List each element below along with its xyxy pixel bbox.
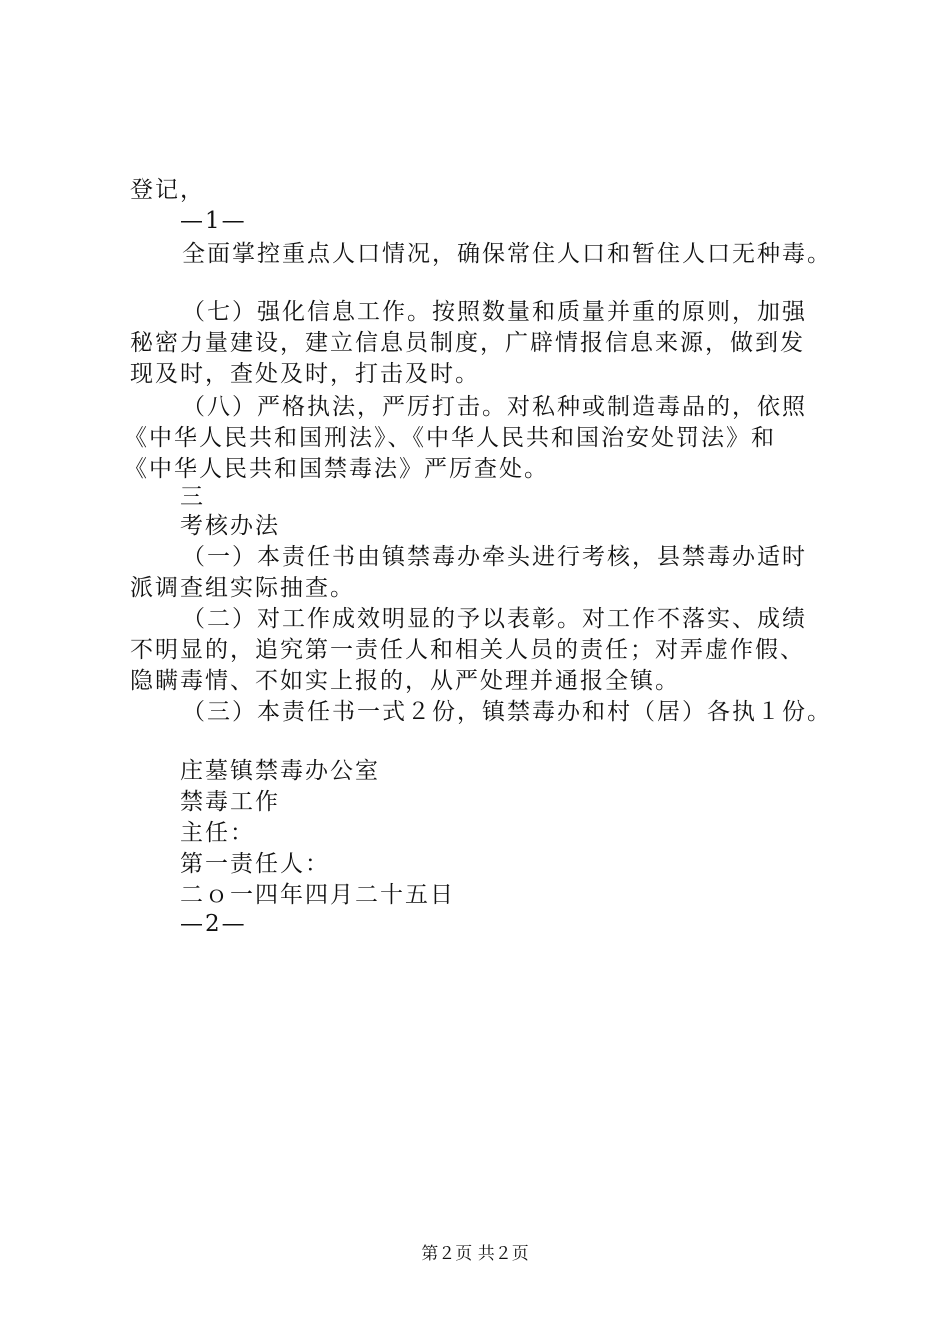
paragraph-line: （八）严格执法，严厉打击。对私种或制造毒品的，依照 bbox=[182, 394, 807, 420]
signature-line: 主任： bbox=[180, 820, 255, 846]
paragraph-line: 派调查组实际抽查。 bbox=[130, 575, 355, 601]
paragraph-line: 不明显的，追究第一责任人和相关人员的责任；对弄虚作假、 bbox=[130, 637, 805, 663]
page-footer: 第２页 共２页 bbox=[421, 1244, 529, 1264]
signature-line: 第一责任人： bbox=[180, 851, 330, 877]
paragraph-line: 《中华人民共和国禁毒法》严厉查处。 bbox=[124, 456, 549, 482]
paragraph-line: 《中华人民共和国刑法》、《中华人民共和国治安处罚法》和 bbox=[124, 425, 776, 451]
section-heading: 考核办法 bbox=[180, 513, 280, 539]
paragraph-line: （二）对工作成效明显的予以表彰。对工作不落实、成绩 bbox=[182, 606, 807, 632]
signature-organization: 庄墓镇禁毒办公室 bbox=[180, 758, 380, 784]
paragraph-line: 现及时，查处及时，打击及时。 bbox=[130, 361, 480, 387]
page-marker: —1— bbox=[180, 208, 247, 234]
text-line: 全面掌控重点人口情况，确保常住人口和暂住人口无种毒。 bbox=[182, 241, 832, 267]
paragraph-line: 秘密力量建设，建立信息员制度，广辟情报信息来源，做到发 bbox=[130, 330, 805, 356]
paragraph-line: 隐瞒毒情、不如实上报的，从严处理并通报全镇。 bbox=[130, 668, 680, 694]
paragraph-line: （一）本责任书由镇禁毒办牵头进行考核，县禁毒办适时 bbox=[182, 544, 807, 570]
section-number: 三 bbox=[180, 484, 205, 510]
text-line: 登记， bbox=[130, 177, 205, 203]
page-marker: —2— bbox=[180, 911, 247, 937]
paragraph-line: （七）强化信息工作。按照数量和质量并重的原则，加强 bbox=[182, 299, 807, 325]
document-date: 二ｏ一四年四月二十五日 bbox=[180, 882, 455, 908]
paragraph-line: （三）本责任书一式２份，镇禁毒办和村（居）各执１份。 bbox=[182, 699, 832, 725]
signature-line: 禁毒工作 bbox=[180, 789, 280, 815]
